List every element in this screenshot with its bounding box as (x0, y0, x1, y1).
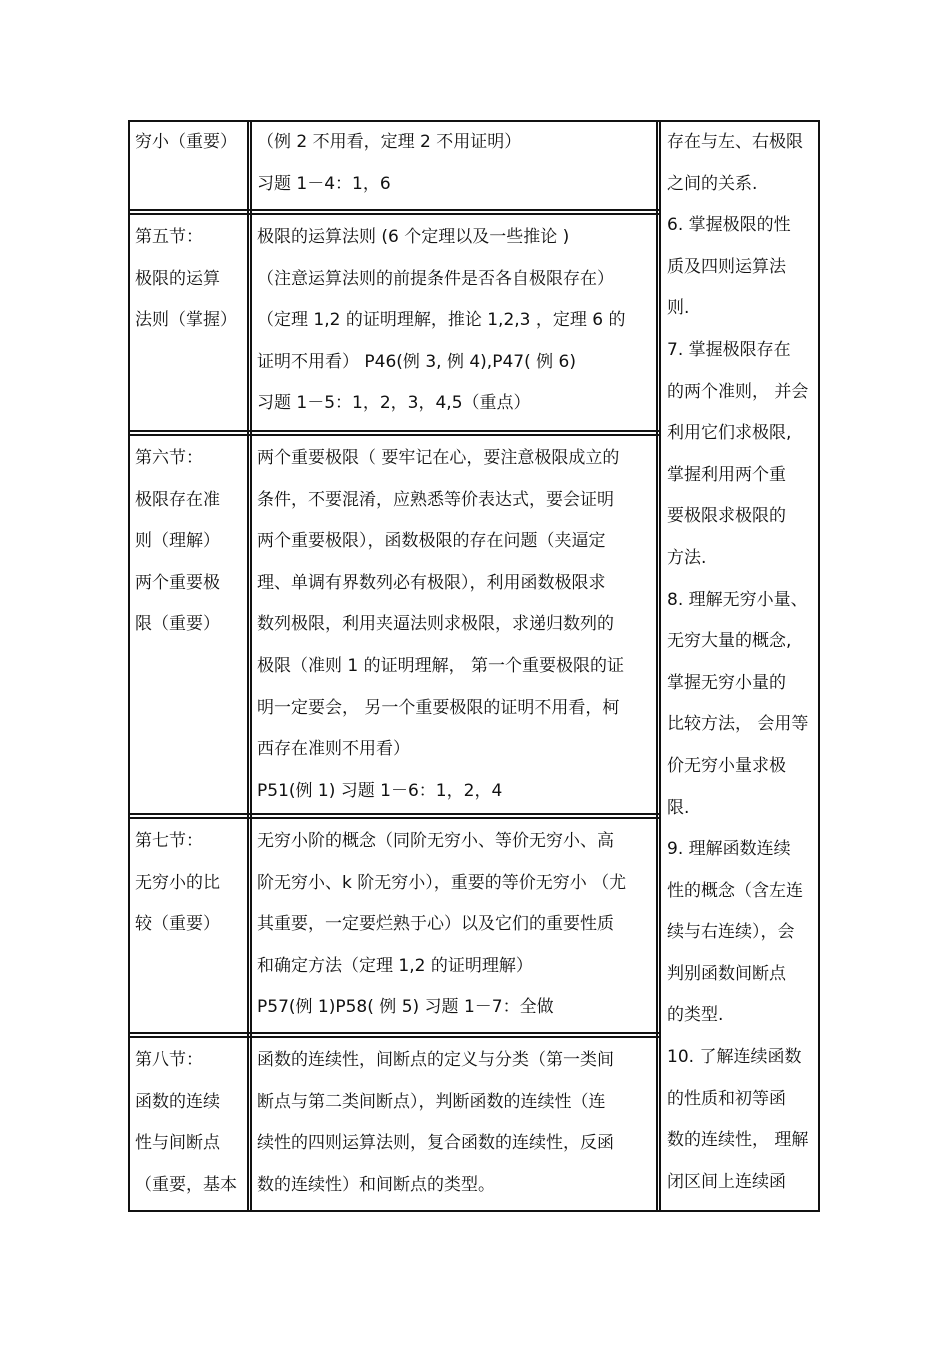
row-divider (128, 1036, 659, 1038)
content-line: 习题 1－5：1，2，3，4,5（重点） (257, 393, 531, 414)
requirement-line: 9. 理解函数连续 (667, 839, 791, 860)
requirement-line: 7. 掌握极限存在 (667, 339, 791, 360)
requirement-line: 10. 了解连续函数 (667, 1047, 802, 1068)
requirement-line: 存在与左、右极限 (667, 132, 803, 152)
content-line: （例 2 不用看，定理 2 不用证明） (257, 132, 522, 152)
content-line: P51(例 1) 习题 1－6：1，2，4 (257, 780, 503, 801)
section-cell (130, 1040, 247, 1210)
requirement-line: 的两个准则， 并会 (667, 381, 809, 402)
content-line: 习题 1－4：1，6 (257, 173, 391, 194)
row-divider (128, 430, 659, 432)
requirement-line: 质及四则运算法 (667, 256, 786, 277)
section-line: 限（重要） (135, 614, 220, 635)
requirement-line: 的类型. (667, 1005, 724, 1026)
requirement-line: 掌握无穷小量的 (667, 672, 786, 693)
requirement-line: 闭区间上连续函 (667, 1171, 786, 1192)
content-line: 证明不用看） P46(例 3, 例 4),P47( 例 6) (257, 351, 576, 372)
requirement-line: 无穷大量的概念, (667, 631, 792, 652)
section-line: 第七节： (135, 831, 203, 851)
section-cell (130, 122, 247, 209)
content-line: 理、单调有界数列必有极限），利用函数极限求 (257, 572, 606, 593)
requirement-line: 的性质和初等函 (667, 1088, 786, 1109)
content-line: 西存在准则不用看） (257, 739, 410, 760)
content-line: 数的连续性）和间断点的类型。 (257, 1174, 495, 1195)
content-line: 续性的四则运算法则，复合函数的连续性，反函 (257, 1133, 614, 1154)
content-line: 两个重要极限（ 要牢记在心，要注意极限成立的 (257, 448, 620, 468)
content-line: 条件，不要混淆，应熟悉等价表达式，要会证明 (257, 489, 614, 510)
row-divider (128, 209, 659, 211)
content-line: 极限（准则 1 的证明理解， 第一个重要极限的证 (257, 655, 625, 676)
content-cell (252, 122, 656, 209)
section-cell (130, 821, 247, 1032)
content-line: 函数的连续性，间断点的定义与分类（第一类间 (257, 1050, 614, 1070)
row-divider (128, 817, 659, 819)
content-cell (252, 438, 656, 813)
requirement-line: 数的连续性， 理解 (667, 1130, 809, 1151)
section-cell (130, 217, 247, 430)
section-line: 第五节： (135, 227, 203, 247)
requirement-line: 判别函数间断点 (667, 963, 786, 984)
section-line: 无穷小的比 (135, 872, 220, 893)
content-line: P57(例 1)P58( 例 5) 习题 1－7：全做 (257, 997, 554, 1018)
column-divider (247, 120, 249, 1212)
content-line: （注意运算法则的前提条件是否各自极限存在） (257, 268, 614, 289)
requirement-line: 之间的关系. (667, 173, 758, 194)
requirement-line: 6. 掌握极限的性 (667, 215, 791, 236)
section-line: 极限的运算 (135, 268, 220, 289)
requirement-line: 性的概念（含左连 (667, 880, 803, 901)
section-line: 两个重要极 (135, 572, 220, 593)
content-line: 数列极限，利用夹逼法则求极限，求递归数列的 (257, 614, 614, 635)
content-line: 和确定方法（定理 1,2 的证明理解） (257, 955, 533, 976)
section-line: 穷小（重要） (135, 132, 237, 152)
row-divider (128, 434, 659, 436)
requirement-line: 续与右连续），会 (667, 922, 795, 943)
content-line: 极限的运算法则 (6 个定理以及一些推论 ) (257, 227, 570, 247)
section-line: 性与间断点 (135, 1133, 220, 1154)
requirement-line: 限. (667, 797, 690, 818)
requirement-line: 要极限求极限的 (667, 506, 786, 527)
content-line: 断点与第二类间断点），判断函数的连续性（连 (257, 1091, 606, 1112)
requirement-line: 比较方法， 会用等 (667, 714, 809, 735)
requirement-line: 则. (667, 298, 690, 319)
requirement-line: 价无穷小量求极 (667, 755, 786, 776)
content-line: （定理 1,2 的证明理解，推论 1,2,3 ，定理 6 的 (257, 310, 626, 331)
row-divider (128, 813, 659, 815)
row-divider (128, 213, 659, 215)
column-divider (656, 120, 658, 1212)
section-line: 函数的连续 (135, 1091, 220, 1112)
section-line: 第八节： (135, 1050, 203, 1070)
content-line: 阶无穷小、k 阶无穷小），重要的等价无穷小 （尤 (257, 872, 627, 893)
content-cell (252, 1040, 656, 1210)
section-line: 法则（掌握） (135, 310, 237, 331)
content-line: 无穷小阶的概念（同阶无穷小、等价无穷小、高 (257, 831, 614, 851)
content-line: 两个重要极限），函数极限的存在问题（夹逼定 (257, 531, 606, 552)
row-divider (128, 1032, 659, 1034)
content-cell (252, 821, 656, 1032)
section-line: 极限存在准 (135, 489, 220, 510)
requirement-line: 8. 理解无穷小量、 (667, 589, 808, 610)
section-line: 第六节： (135, 448, 203, 468)
requirement-line: 方法. (667, 547, 707, 568)
section-cell (130, 438, 247, 813)
requirement-line: 掌握利用两个重 (667, 464, 786, 485)
requirements-cell (661, 122, 818, 1210)
content-line: 明一定要会， 另一个重要极限的证明不用看，柯 (257, 697, 620, 718)
content-line: 其重要，一定要烂熟于心）以及它们的重要性质 (257, 914, 614, 935)
section-line: 则（理解） (135, 531, 220, 552)
content-cell (252, 217, 656, 430)
section-line: 较（重要） (135, 914, 220, 935)
section-line: （重要，基本 (135, 1174, 237, 1195)
requirement-line: 利用它们求极限, (667, 423, 792, 444)
